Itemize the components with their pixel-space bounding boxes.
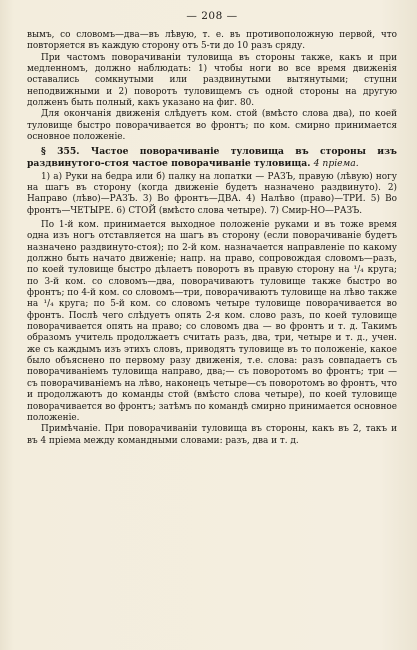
section-heading: [27, 146, 397, 169]
note-paragraph: Примѣчаніе. При поворачиваніи туловища въ стороны, какъ въ 2, такъ и въ 4 пріема между командными словами: разъ, два и т. д.: [27, 424, 397, 446]
body-paragraph: По 1-й ком. принимается выходное положеніе руками и въ тоже время одна изъ ногъ отставляется на шагъ въ сторону (если поворачиваніе будетъ назначено раздвинуто-стоя); по 2-й ком. назначается направленіе по какому должно быть начато движеніе; напр. на право, сопровождая словомъ—разъ, по коей туловище быстро дѣлаетъ поворотъ въ правую сторону на ¹/₄ круга; по 3-й ком. со словомъ—два, поворачиваютъ туловище также быстро во фронтъ; по 4-й ком. со словомъ—три, поворачиваютъ туловище на лѣво также на ¹/₄ круга; по 5-й ком. со словомъ четыре туловище поворачивается во фронтъ. Послѣ чего слѣдуетъ опять 2-я ком. слово разъ, по коей туловище поворачивается опять на право; со словомъ два — во фронтъ и т. д. Такимъ образомъ учитель продолжаетъ считать разъ, два, три, четыре и т. д., учен. же съ каждымъ изъ этихъ словъ, приводятъ туловище въ то положеніе, какое было объяснено по первому разу движенія, т.е. слова: разъ совпадаетъ съ поворачиваніемъ туловища направо, два;— съ поворотомъ во фронтъ; три — съ поворачиваніемъ на лѣво, наконецъ четыре—съ поворотомъ во фронтъ, что и продолжаютъ до команды стой (вмѣсто слова четыре), по коей туловище поворачивается во фронтъ; затѣмъ по командѣ смирно принимается основное положеніе.: [27, 220, 397, 423]
paragraph-continuation: вымъ, со словомъ—два—въ лѣвую, т. е. въ противоположную первой, что повторяется въ каждую сторону отъ 5-ти до 10 разъ сряду.: [27, 30, 397, 52]
section-number: § 355.: [41, 146, 80, 158]
paragraph-ending: Для окончанія движенія слѣдуетъ ком. стой (вмѣсто слова два), по коей туловище быстро поворачивается во фронтъ; по ком. смирно принимается основное положеніе.: [27, 109, 397, 143]
section-title: Частое поворачиваніе туловища въ стороны изъ раздвинутого-стоя частое поворачиваніе туловища.: [27, 146, 397, 170]
section-method: 4 пріема.: [313, 158, 359, 170]
paragraph-observation: При частомъ поворачиваніи туловища въ стороны также, какъ и при медленномъ, должно наблюдать: 1) чтобы ноги во все время движенія оставались сомкнутыми или раздвинутыми вытянутыми; ступни неподвижными и 2) поворотъ туловищемъ съ одной стороны на другую долженъ быть полный, какъ указано на фиг. 80.: [27, 52, 397, 109]
steps-paragraph: 1) а) Руки на бедра или б) палку на лопатки — РАЗЪ, правую (лѣвую) ногу на шагъ въ сторону (когда движеніе будетъ назначено раздвинуто). 2) Направо (лѣво)—РАЗЪ. 3) Во фронтъ—ДВА. 4) Налѣво (право)—ТРИ. 5) Во фронтъ—ЧЕТЫРЕ. 6) СТОЙ (вмѣсто слова четыре). 7) Смир-НО—РАЗЪ.: [27, 171, 397, 216]
page-number: — 208 —: [186, 10, 238, 22]
